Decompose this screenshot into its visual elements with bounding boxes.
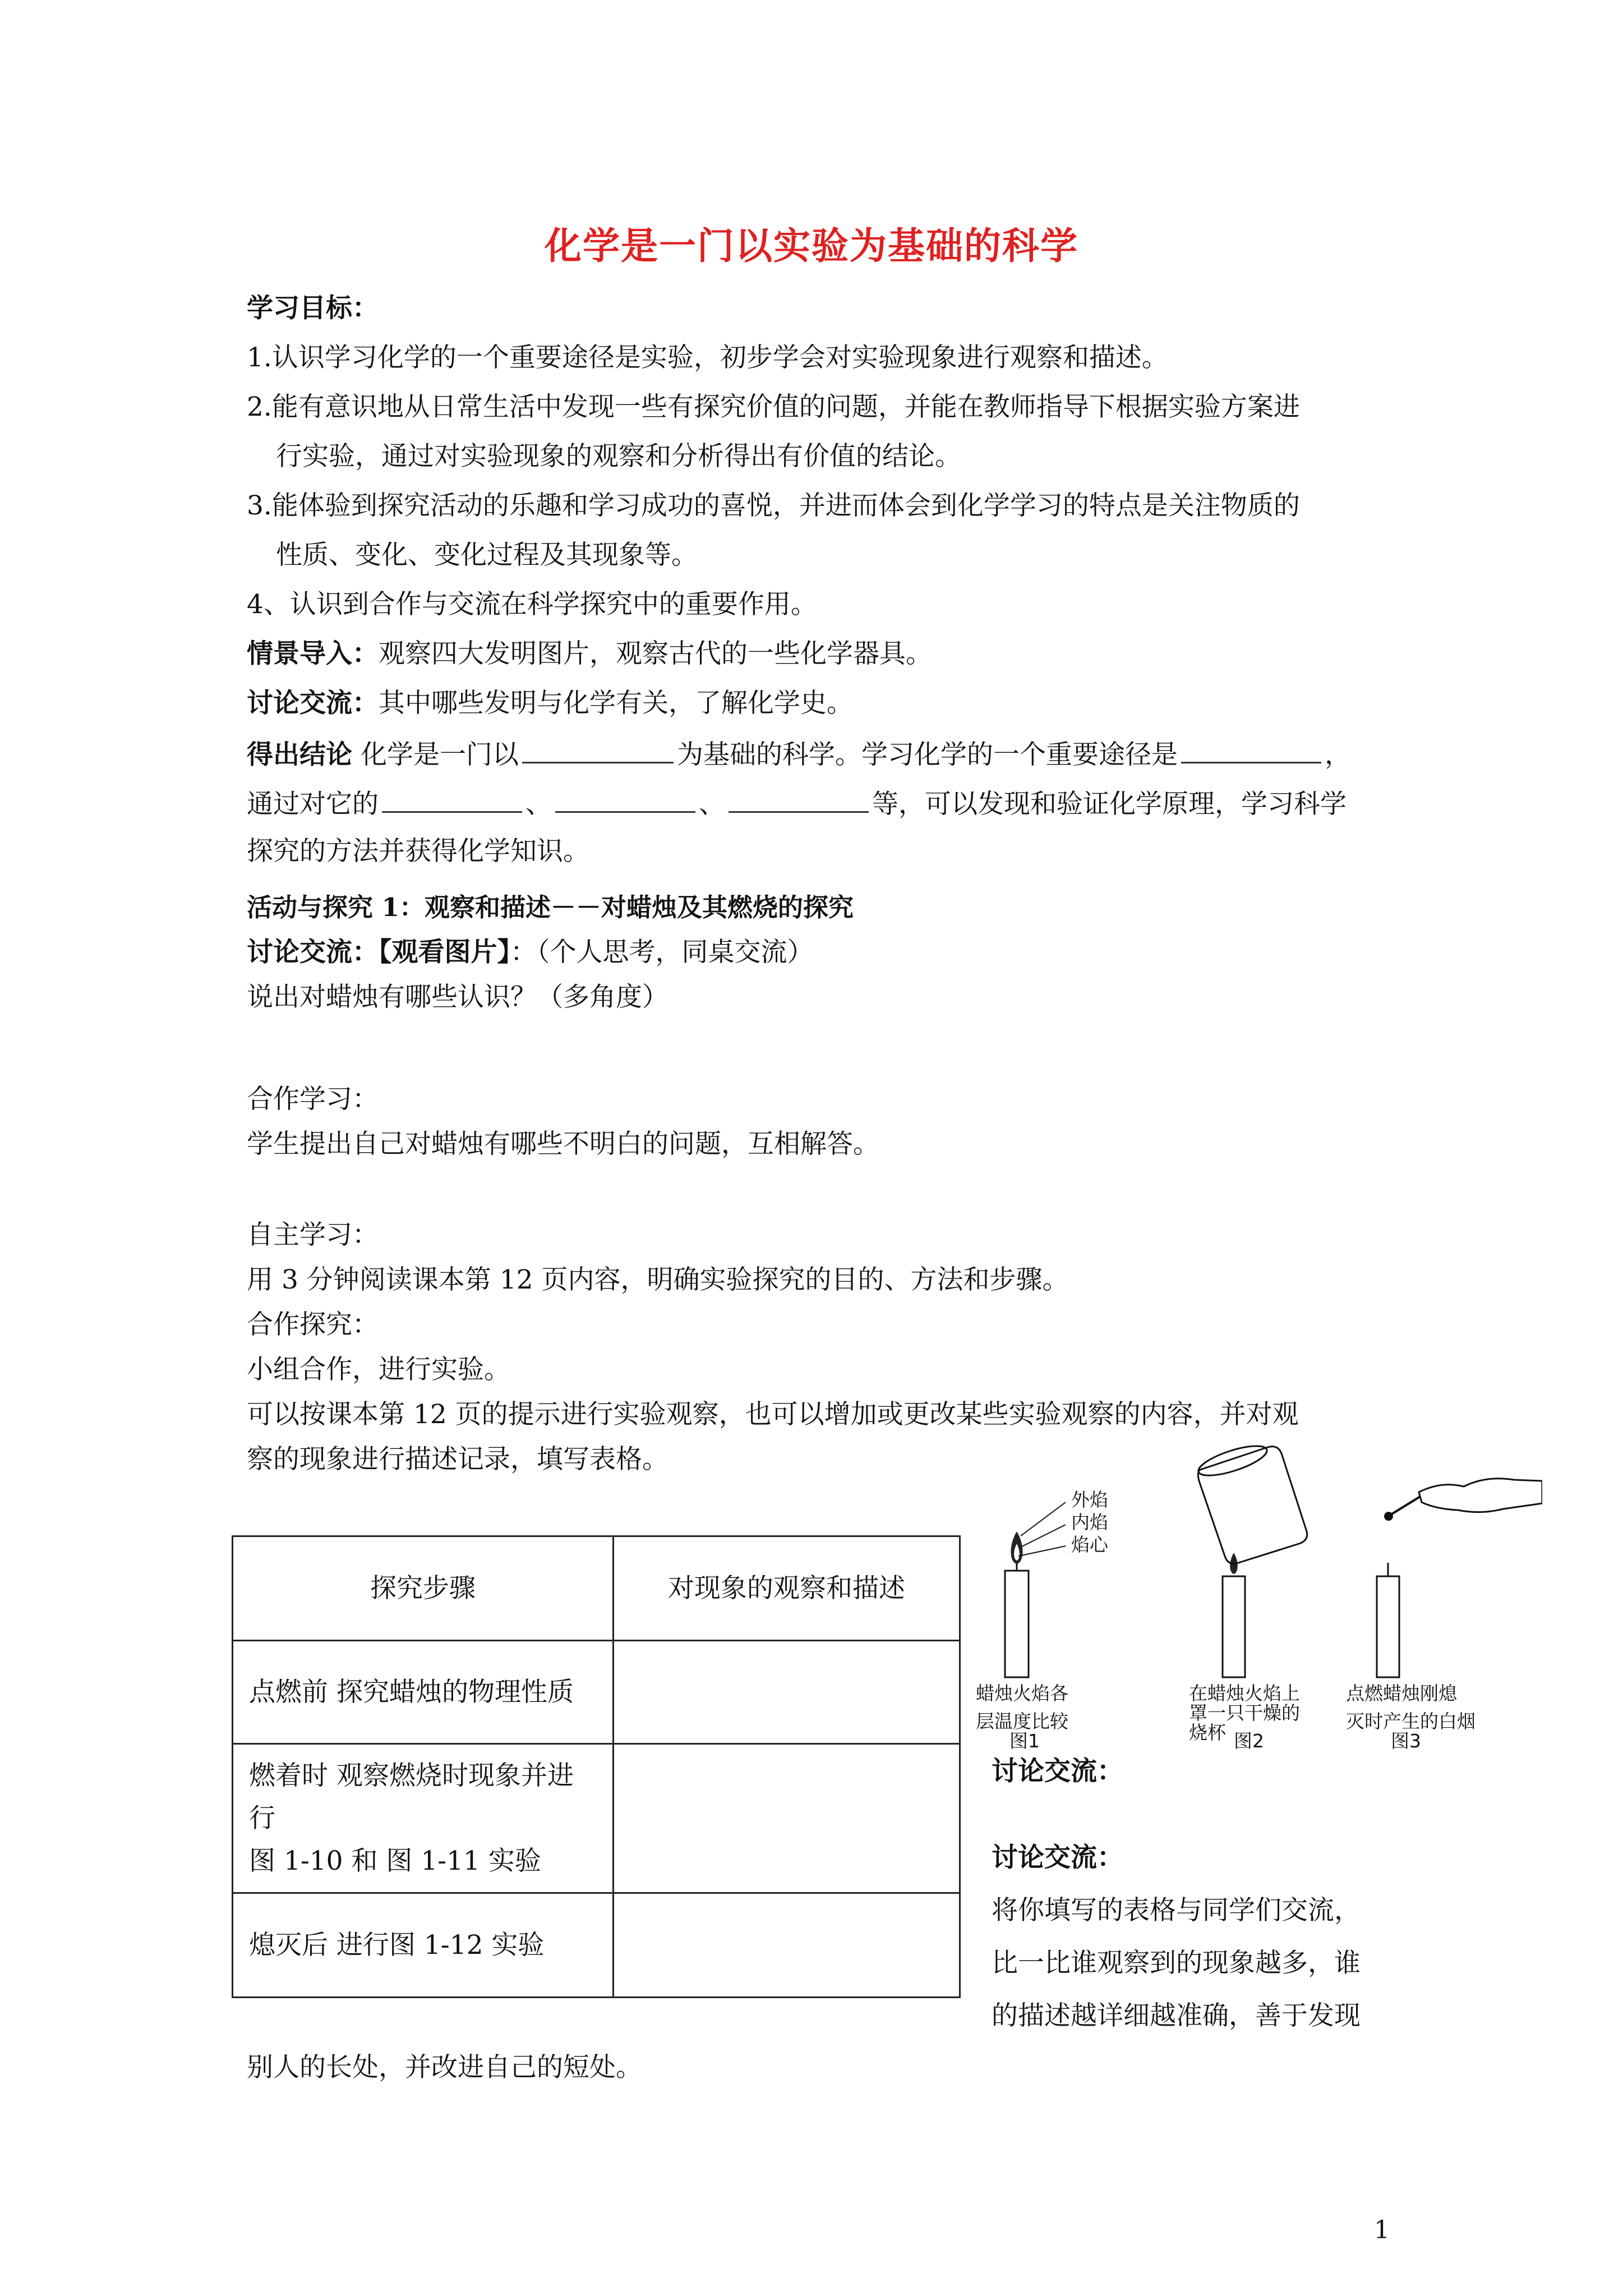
- fill-blank[interactable]: [522, 736, 674, 763]
- side-line-1: 将你填写的表格与同学们交流，: [992, 1895, 1361, 1926]
- coop-text: 学生提出自己对蜡烛有哪些不明白的问题，互相解答。: [247, 1129, 879, 1159]
- figure-2-caption: 烧杯: [1189, 1722, 1226, 1743]
- goal-2: 2.能有意识地从日常生活中发现一些有探究价值的问题，并能在教师指导下根据实验方案进: [247, 392, 1300, 422]
- intro-text: 观察四大发明图片，观察古代的一些化学器具。: [379, 638, 932, 669]
- activity-discuss-note: ：（个人思考，同桌交流）: [510, 937, 814, 968]
- discuss-line: [247, 687, 853, 720]
- explore-text-1: 小组合作，进行实验。: [247, 1354, 510, 1385]
- table-row: [233, 1641, 960, 1744]
- table-row: [233, 1893, 960, 1998]
- figure-1-number: 图1: [1009, 1730, 1040, 1750]
- fill-blank[interactable]: [382, 785, 522, 813]
- side-discuss-b: 讨论交流：: [992, 1842, 1123, 1873]
- goals-heading: 学习目标：: [247, 293, 379, 324]
- figure-2-number: 图2: [1234, 1730, 1264, 1750]
- fill-blank[interactable]: [728, 785, 869, 813]
- intro-line: [247, 637, 932, 671]
- figure-3-hand-match-icon: [1377, 1479, 1542, 1677]
- figure-1-candle-icon: [1005, 1502, 1066, 1677]
- table-row: [233, 1744, 960, 1893]
- conclusion-text: 化学是一门以: [360, 739, 519, 770]
- intro-label: 情景导入：: [247, 638, 379, 669]
- figure-2-beaker-icon: [1196, 1440, 1307, 1677]
- discuss-label: 讨论交流：: [247, 688, 379, 719]
- conclusion-text: 通过对它的: [247, 789, 379, 820]
- table-cell: [233, 1744, 614, 1893]
- flame-label-inner: 内焰: [1071, 1511, 1108, 1533]
- figure-1-caption: 层温度比较: [976, 1710, 1068, 1732]
- table-header-row: [233, 1536, 960, 1641]
- observation-cell[interactable]: [614, 1641, 960, 1744]
- page-title: 化学是一门以实验为基础的科学: [545, 224, 1078, 268]
- fill-blank[interactable]: [555, 785, 695, 813]
- experiment-table: [232, 1535, 961, 1998]
- conclusion-text: 等，可以发现和验证化学原理，学习科学: [872, 789, 1347, 820]
- table-cell-line: 燃着时 观察燃烧时现象并进行: [249, 1760, 574, 1834]
- figure-2-caption: 罩一只干燥的: [1189, 1702, 1300, 1724]
- side-line-2: 比一比谁观察到的现象越多，谁: [992, 1948, 1361, 1978]
- side-tail: 别人的长处，并改进自己的短处。: [247, 2052, 642, 2083]
- flame-label-core: 焰心: [1071, 1534, 1108, 1556]
- activity-discuss-label: 讨论交流：【观看图片】: [247, 937, 510, 968]
- self-study-heading: 自主学习：: [247, 1220, 379, 1250]
- observation-cell[interactable]: [614, 1744, 960, 1893]
- page-number: 1: [1374, 2216, 1390, 2244]
- figure-2-caption: 在蜡烛火焰上: [1189, 1682, 1300, 1704]
- side-discuss-a: 讨论交流：: [992, 1756, 1123, 1787]
- observation-cell[interactable]: [614, 1893, 960, 1998]
- side-line-3: 的描述越详细越准确，善于发现: [992, 2000, 1361, 2031]
- coop-heading: 合作学习：: [247, 1084, 379, 1115]
- separator: 、: [699, 789, 725, 820]
- conclusion-line-1: [247, 736, 1351, 772]
- explore-text-2: 可以按课本第 12 页的提示进行实验观察，也可以增加或更改某些实验观察的内容，并对观: [247, 1399, 1299, 1430]
- self-study-text: 用 3 分钟阅读课本第 12 页内容，明确实验探究的目的、方法和步骤。: [247, 1264, 1069, 1295]
- table-cell: 点燃前 探究蜡烛的物理性质: [233, 1641, 614, 1744]
- goal-3-cont: 性质、变化、变化过程及其现象等。: [276, 540, 698, 570]
- table-header-cell: 探究步骤: [233, 1536, 614, 1641]
- candle-figures: [965, 1436, 1542, 1750]
- activity-heading: 活动与探究 1：观察和描述－－对蜡烛及其燃烧的探究: [247, 892, 854, 922]
- conclusion-line-2: [247, 785, 1347, 821]
- table-cell-line: 图 1-10 和 图 1-11 实验: [249, 1845, 541, 1876]
- activity-discuss: [247, 936, 814, 969]
- explore-text-3: 察的现象进行描述记录，填写表格。: [247, 1444, 668, 1475]
- discuss-text: 其中哪些发明与化学有关，了解化学史。: [379, 688, 853, 719]
- conclusion-text: ，: [1324, 739, 1351, 770]
- flame-label-outer: 外焰: [1071, 1489, 1108, 1511]
- figure-1-caption: 蜡烛火焰各: [976, 1682, 1068, 1704]
- conclusion-line-3: 探究的方法并获得化学知识。: [247, 836, 589, 867]
- explore-heading: 合作探究：: [247, 1309, 379, 1340]
- goal-4: 4、认识到合作与交流在科学探究中的重要作用。: [247, 589, 817, 620]
- activity-question: 说出对蜡烛有哪些认识？（多角度）: [247, 982, 668, 1013]
- goal-2-cont: 行实验，通过对实验现象的观察和分析得出有价值的结论。: [276, 441, 961, 472]
- goal-3: 3.能体验到探究活动的乐趣和学习成功的喜悦，并进而体会到化学学习的特点是关注物质的: [247, 490, 1300, 521]
- fill-blank[interactable]: [1181, 736, 1321, 763]
- conclusion-text: 为基础的科学。学习化学的一个重要途径是: [676, 739, 1178, 770]
- goal-1: 1.认识学习化学的一个重要途径是实验，初步学会对实验现象进行观察和描述。: [247, 342, 1168, 373]
- figure-3-caption: 点燃蜡烛刚熄: [1346, 1682, 1457, 1704]
- table-header-cell: 对现象的观察和描述: [614, 1536, 960, 1641]
- figure-3-number: 图3: [1391, 1730, 1421, 1750]
- figure-3-caption: 灭时产生的白烟: [1346, 1710, 1476, 1732]
- separator: 、: [525, 789, 552, 820]
- table-cell: 熄灭后 进行图 1-12 实验: [233, 1893, 614, 1998]
- conclusion-label: 得出结论: [247, 739, 352, 770]
